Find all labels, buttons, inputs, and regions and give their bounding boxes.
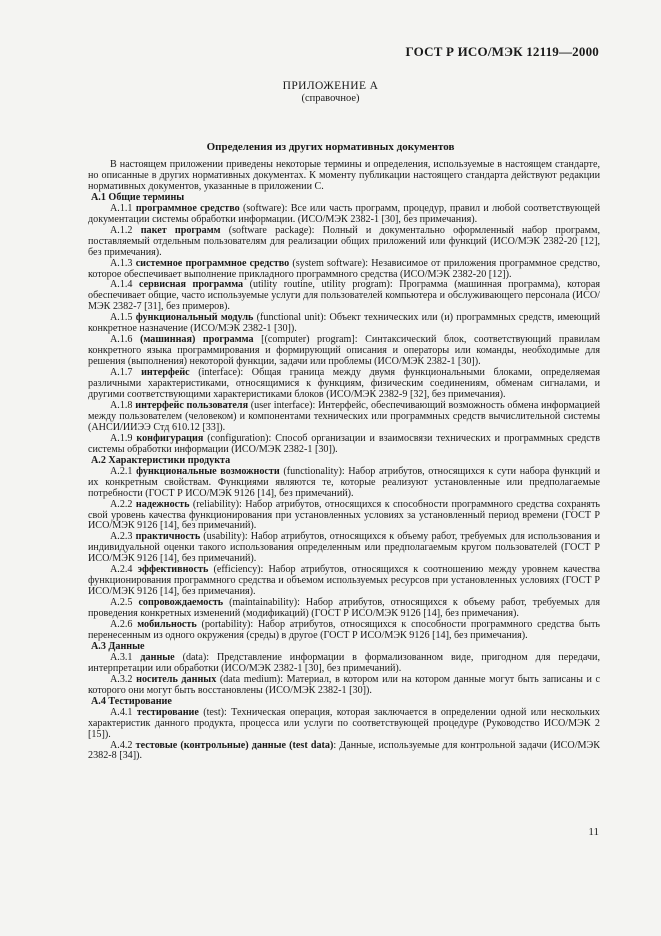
definition-text: (test): Техническая операция, которая заключается в определении одной или нескольких характеристик данного продукта, процесса или услуги по соответствующей процедуре (Руководство ИСО/МЭК 2 [15]). (88, 706, 600, 740)
annex-subtitle: (справочное) (301, 93, 360, 104)
definition-term: программное средство (135, 202, 240, 214)
definition-item (88, 708, 600, 741)
definition-term: интерфейс пользователя (135, 399, 249, 411)
definition-number: А.2.5 (110, 597, 133, 609)
definition-term: сопровождаемость (138, 597, 224, 609)
definition-term: эффективность (137, 564, 209, 576)
definition-term: интерфейс (141, 367, 190, 379)
definition-item (88, 259, 600, 281)
definition-item (88, 532, 600, 565)
definition-item (88, 500, 600, 533)
definition-number: А.1.9 (110, 432, 133, 444)
definition-item (88, 675, 600, 697)
definition-text: (system software): Независимое от приложения программное средство, которое обеспечивает выполнение прикладного программного средства (ИСО/МЭК 2382-20 [12]). (88, 257, 601, 280)
definition-text: (functional unit): Объект технических или (и) программных средств, имеющий конкретное назначение (ИСО/МЭК 2382-1 [30]). (88, 312, 600, 335)
definition-text: (portability): Набор атрибутов, относящихся к способности программного средства быть перенесенным из одного окружения (среды) в другое (ГОСТ Р ИСО/МЭК 9126 [14], без примечания). (88, 619, 600, 641)
definition-text: (usability): Набор атрибутов, относящихся к объему работ, требуемых для использования и индивидуальной оценки такого использования определенным или предполагаемым кругом пользователей (ГОСТ Р ИСО/МЭК 9126 [14], без примечаний). (88, 531, 600, 565)
definition-term: тестирование (136, 706, 199, 718)
definition-term: функциональный модуль (135, 312, 254, 324)
definition-term: тестовые (контрольные) данные (test data) (135, 739, 334, 751)
definition-term: данные (140, 651, 175, 663)
definition-text: (user interface): Интерфейс, обеспечивающий возможность обмена информацией между пользователем (человеком) и компонентами технических или программных средств вычислительной системы (АНСИ/ИИЭЭ Стд 610.12 [33]). (88, 399, 600, 433)
definition-term: пакет программ (140, 224, 221, 236)
definition-item (88, 620, 600, 642)
definition-groups (88, 193, 600, 763)
definition-term: мобильность (137, 619, 197, 631)
definition-text: (utility routine, utility program): Программа (машинная программа), которая обеспечивает общие, часто используемые услуги для пользователей компьютера и обслуживающего персонала (ИСО/МЭК 2382-7 [31], без примеров). (88, 279, 600, 313)
intro-paragraph: В настоящем приложении приведены некоторые термины и определения, используемые в настоящем стандарте, но описанные в других нормативных документах. К моменту публикации настоящего стандарта действуют редакции нормативных документов, указанные в приложении С. (88, 159, 600, 192)
definition-number: А.3.1 (110, 651, 133, 663)
definition-number: А.2.4 (110, 564, 133, 576)
definition-number: А.1.6 (110, 334, 133, 346)
definition-item (88, 741, 600, 763)
definition-term: носитель данных (136, 673, 217, 685)
definition-number: А.1.7 (110, 367, 133, 379)
definition-number: А.1.8 (110, 399, 133, 411)
definition-item (88, 280, 600, 313)
definition-number: А.3.2 (110, 673, 133, 685)
definition-term: функциональные возможности (136, 465, 280, 477)
definition-item (88, 401, 600, 434)
definition-number: А.1.3 (110, 257, 133, 269)
definition-text: (efficiency): Набор атрибутов, относящихся к соотношению между уровнем качества функционирования программного средства и объемом используемых ресурсов при установленных условиях (ГОСТ Р ИСО/МЭК 9126 [14], без примечания). (88, 564, 600, 598)
definition-text: (data medium): Материал, в котором или на котором данные могут быть записаны и с которого они могут быть восстановлены (ИСО/МЭК 2382-1 [30]). (88, 673, 601, 696)
definition-number: А.1.2 (110, 224, 133, 236)
definition-number: А.2.6 (110, 619, 133, 631)
document-body (88, 160, 600, 762)
definition-term: практичность (135, 531, 201, 543)
page-number: 11 (588, 826, 599, 838)
annex-title: ПРИЛОЖЕНИЕ А (282, 80, 379, 92)
definition-number: А.1.5 (110, 312, 133, 324)
definition-number: А.4.2 (110, 739, 133, 751)
definition-term: надежность (135, 498, 190, 510)
definition-text: [(computer) program]: Синтаксический блок, соответствующий правилам конкретного языка программирования и формирующий описания и операторы или команды, необходимые для решения (выполнения) некоторой функции, задачи или проблемы (ИСО/МЭК 2382-1 [30]). (88, 334, 601, 368)
definition-item (88, 653, 600, 675)
definition-term: конфигурация (136, 432, 204, 444)
definition-text: (interface): Общая граница между двумя функциональными блоками, определяемая различными характеристиками, относящимися к функциям, физическим соединениям, обменам сигналами, и другими соответствующими характеристиками блоков (ИСО/МЭК 2382-9 [32], без примечания). (88, 367, 600, 401)
subsection-heading: А.2 Характеристики продукта (91, 454, 231, 466)
definition-item (88, 226, 600, 259)
definition-text: : Данные, используемые для контрольной задачи (ИСО/МЭК 2382-8 [34]). (88, 739, 601, 762)
definition-item (88, 565, 600, 598)
definition-item (88, 467, 600, 500)
definition-number: А.2.2 (110, 498, 133, 510)
subsection-heading: А.4 Тестирование (91, 695, 172, 707)
section-title: Определения из других нормативных документов (206, 141, 455, 153)
standard-code-header: ГОСТ Р ИСО/МЭК 12119—2000 (405, 44, 599, 59)
definition-item (88, 434, 600, 456)
definition-text: (software package): Полный и документально оформленный набор программ, поставляемый отдельным пользователям для реализации общих приложений или функций (ИСО/МЭК 2382-20 [12], без примечания). (88, 224, 600, 258)
definition-text: (software): Все или часть программ, процедур, правил и любой соответствующей документации системы обработки информации. (ИСО/МЭК 2382-1 [30], без примечания). (88, 202, 601, 225)
definition-text: (maintainability): Набор атрибутов, относящихся к объему работ, требуемых для проведения конкретных изменений (модификаций) (ГОСТ Р ИСО/МЭК 9126 [14], без примечания). (88, 597, 600, 620)
subsection-heading: А.3 Данные (91, 640, 145, 652)
definition-number: А.2.3 (110, 531, 133, 543)
definition-item (88, 204, 600, 226)
definition-number: А.1.1 (110, 202, 133, 214)
definition-number: А.1.4 (110, 279, 133, 291)
definition-number: А.4.1 (110, 706, 133, 718)
definition-item (88, 368, 600, 401)
definition-term: (машинная) программа (140, 334, 254, 346)
definition-text: (configuration): Способ организации и взаимосвязи технических и программных средств системы обработки информации (ИСО/МЭК 2382-1 [30]). (88, 432, 600, 455)
definition-term: сервисная программа (139, 279, 244, 291)
subsection-heading: А.1 Общие термины (91, 191, 185, 203)
definition-text: (reliability): Набор атрибутов, относящихся к способности программного средства сохранять свой уровень качества функционирования при установленных условиях за установленный период времени (ГОСТ Р ИСО/МЭК 9126 [14], без примечаний). (88, 498, 600, 532)
definition-text: (data): Представление информации в формализованном виде, пригодном для передачи, интерпретации или обработки (ИСО/МЭК 2382-1 [30], без примечаний). (88, 651, 600, 674)
definition-item (88, 335, 600, 368)
definition-item (88, 598, 600, 620)
definition-term: системное программное средство (135, 257, 290, 269)
definition-item (88, 313, 600, 335)
definition-text: (functionality): Набор атрибутов, относящихся к сути набора функций и их конкретным свойствам. Функциями являются те, которые реализуют установленные или предполагаемые потребности (ГОСТ Р ИСО/МЭК 9126 [14], без примечаний). (88, 465, 601, 499)
definition-number: А.2.1 (110, 465, 133, 477)
